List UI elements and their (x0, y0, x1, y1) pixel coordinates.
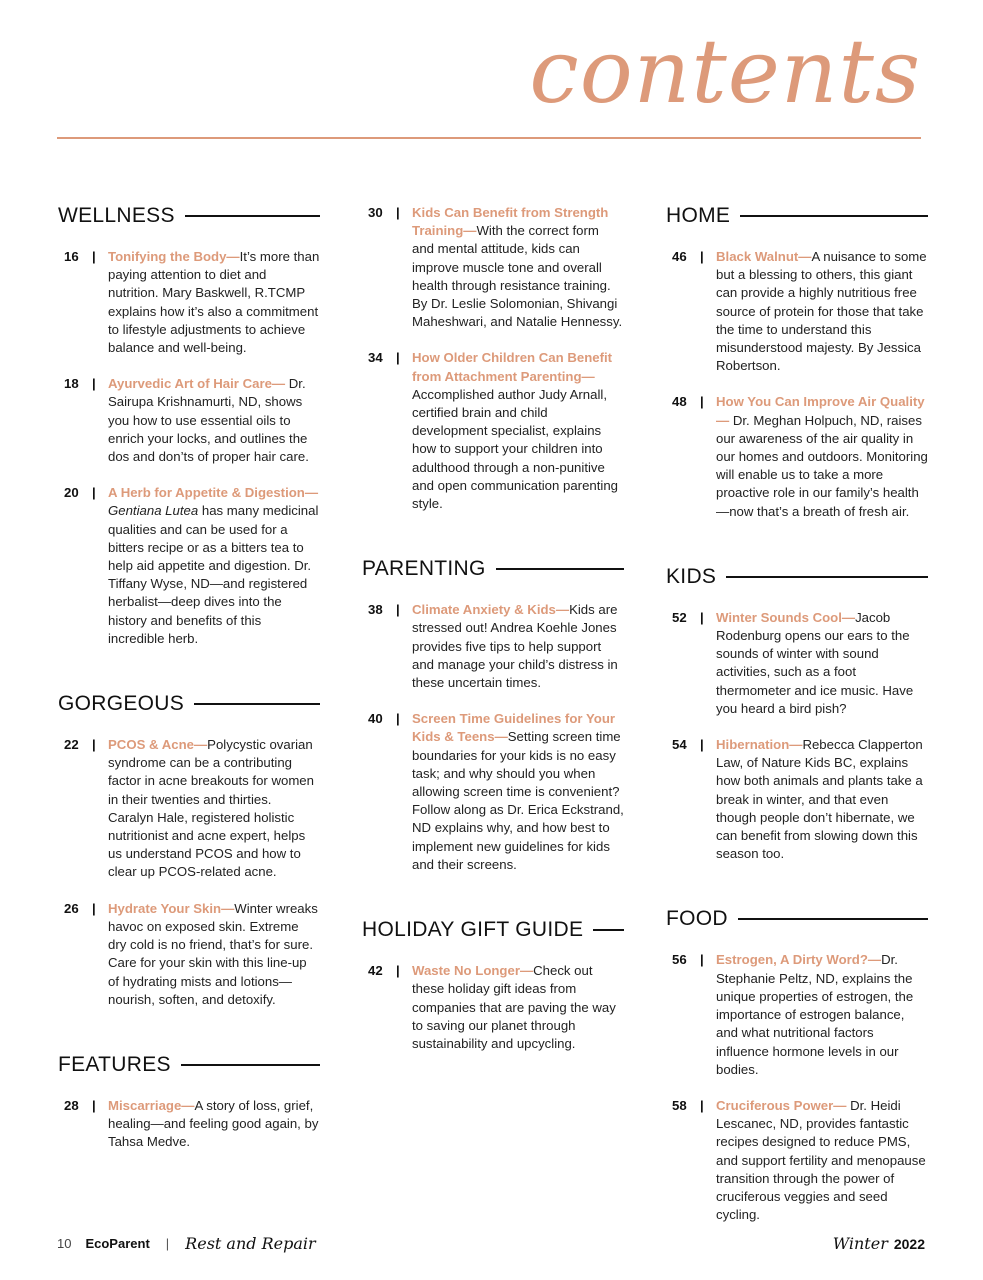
section-kids (666, 557, 928, 597)
column-right (666, 196, 928, 1242)
entry-title[interactable]: Hibernation— (716, 737, 803, 753)
entry-title[interactable]: Ayurvedic Art of Hair Care— (108, 376, 286, 392)
section-divider (593, 929, 624, 931)
toc-entry-strength-training[interactable] (362, 204, 624, 331)
toc-entry-black-walnut[interactable] (666, 248, 928, 375)
entry-description: Rebecca Clapperton Law, of Nature Kids BC, explains how both animals and plants take a break in winter, and that even though people don’t hibernate, we can benefit from slowing down this season too. (716, 737, 923, 862)
entry-title[interactable]: Waste No Longer— (412, 963, 534, 979)
entry-description: Check out these holiday gift ideas from companies that are paving the way to saving our planet through sustainability and upcycling. (412, 963, 616, 1051)
entry-description: Dr. Heidi Lescanec, ND, provides fantastic recipes designed to reduce PMS, and support fertility and menopause transition through the power of cruciferous veggies and seed cycling. (716, 1097, 926, 1223)
entry-separator: | (700, 952, 704, 968)
entry-page-number: 56 (672, 952, 687, 968)
entry-title[interactable]: Kids Can Benefit from Strength Training— (412, 205, 609, 239)
footer-year: 2022 (893, 1236, 925, 1252)
toc-entry-pcos-acne[interactable] (58, 736, 320, 882)
masthead-title: contents (529, 20, 921, 123)
toc-entry-attachment-parenting[interactable] (362, 349, 624, 513)
entry-description: Dr. Meghan Holpuch, ND, raises our awareness of the air quality in our homes and outdoors. Monitoring will enable us to take a more proactive role in our family’s health—now that’s a breath of fresh air. (716, 412, 928, 519)
entry-description: A story of loss, grief, healing—and feeling good again, by Tahsa Medve. (108, 1097, 319, 1150)
entry-description: Accomplished author Judy Arnall, certified brain and child development specialist, explains how to support your children into adulthood through a non-punitive and open communication parenting style. (412, 386, 619, 512)
entry-emphasis: Gentiana Lutea (108, 503, 199, 519)
entry-separator: | (92, 485, 96, 501)
entry-description: It’s more than paying attention to diet and nutrition. Mary Baskwell, R.TCMP explains how it’s also a commitment to lifestyle adjustments to achieve balance and well-being. (108, 249, 320, 356)
footer-issue-date (833, 1234, 925, 1253)
entry-separator: | (396, 205, 400, 220)
entry-separator: | (396, 602, 400, 618)
toc-entry-air-quality[interactable] (666, 393, 928, 520)
footer-issue-theme: Rest and Repair (185, 1234, 316, 1253)
entry-title[interactable]: Black Walnut— (716, 249, 812, 264)
section-divider (181, 1064, 320, 1066)
column-middle (362, 196, 624, 1071)
entry-page-number: 46 (672, 249, 687, 264)
section-gorgeous (58, 684, 320, 724)
section-wellness (58, 196, 320, 236)
entry-page-number: 42 (368, 963, 383, 979)
entry-description: Polycystic ovarian syndrome can be a contributing factor in acne breakouts for women in their twenties and thirties. Caralyn Hale, registered holistic nutritionist and acne expert, helps us understand PCOS and how to clear up PCOS-related acne. (108, 737, 314, 880)
entry-page-number: 48 (672, 394, 687, 410)
section-title: FEATURES (58, 1052, 171, 1076)
section-title: FOOD (666, 907, 728, 931)
section-title: HOME (666, 204, 731, 227)
section-parenting (362, 549, 624, 589)
section-divider (738, 918, 928, 920)
entry-page-number: 38 (368, 602, 383, 618)
section-divider (496, 568, 624, 570)
section-divider (740, 215, 928, 217)
toc-entry-hair-care[interactable] (58, 375, 320, 466)
entry-title[interactable]: How Older Children Can Benefit from Attachment Parenting— (412, 350, 613, 384)
entry-separator: | (92, 1097, 96, 1113)
entry-separator: | (700, 1097, 704, 1113)
entry-separator: | (700, 394, 704, 410)
entry-page-number: 40 (368, 711, 383, 727)
entry-page-number: 34 (368, 350, 383, 366)
entry-description: Jacob Rodenburg opens our ears to the sounds of winter with sound activities, such as a foot thermometer and ice music. Have you heard a bird pish? (716, 609, 914, 716)
entry-page-number: 20 (64, 485, 79, 501)
entry-title[interactable]: Estrogen, A Dirty Word?— (716, 952, 882, 968)
entry-page-number: 16 (64, 249, 79, 264)
entry-description: Setting screen time boundaries for your kids is no easy task; and why should you when allowing screen time is convenient? Follow along as Dr. Erica Eckstrand, ND explains why, and how best to implement new guidelines for kids and their screens. (412, 729, 624, 872)
entry-page-number: 18 (64, 376, 79, 392)
footer-season: Winter (832, 1234, 888, 1253)
entry-separator: | (92, 249, 96, 264)
toc-entry-climate-anxiety[interactable] (362, 601, 624, 692)
section-title: HOLIDAY GIFT GUIDE (362, 918, 584, 942)
toc-entry-estrogen[interactable] (666, 951, 928, 1078)
entry-separator: | (700, 609, 704, 625)
entry-page-number: 28 (64, 1097, 79, 1113)
toc-entry-waste-no-longer[interactable] (362, 962, 624, 1053)
section-divider (194, 703, 320, 705)
entry-page-number: 52 (672, 609, 687, 625)
entry-separator: | (396, 963, 400, 979)
entry-separator: | (396, 711, 400, 727)
toc-entry-tonifying[interactable] (58, 248, 320, 357)
toc-entry-hydrate-skin[interactable] (58, 900, 320, 1009)
section-title: PARENTING (362, 557, 486, 581)
entry-page-number: 26 (64, 900, 79, 916)
section-divider (726, 576, 928, 578)
toc-entry-herb-appetite[interactable] (58, 484, 320, 648)
section-title: KIDS (666, 564, 717, 588)
toc-entry-winter-sounds[interactable] (666, 609, 928, 718)
entry-title[interactable]: Cruciferous Power— (716, 1097, 847, 1113)
entry-title[interactable]: Hydrate Your Skin— (108, 900, 235, 916)
entry-separator: | (92, 737, 96, 753)
entry-description: A nuisance to some but a blessing to others, this giant can provide a highly nutritious free source of protein for those that take the time to understand this misunderstood majesty. By Jessica Robertson. (716, 249, 927, 374)
masthead-rule (57, 137, 921, 139)
entry-description: Winter wreaks havoc on exposed skin. Extreme dry cold is no friend, that’s for sure. Care for your skin with this line-up of hydrating mists and lotions—nourish, soften, and detoxify. (108, 900, 318, 1007)
entry-separator: | (396, 350, 400, 366)
entry-title[interactable]: Tonifying the Body— (108, 249, 240, 264)
footer-separator: | (165, 1236, 170, 1251)
section-holiday-gift-guide (362, 910, 624, 950)
toc-entry-cruciferous-power[interactable] (666, 1097, 928, 1224)
entry-page-number: 22 (64, 737, 79, 753)
footer-brand: EcoParent (85, 1236, 150, 1251)
section-divider (185, 215, 320, 217)
section-title: WELLNESS (58, 204, 175, 227)
entry-description: Dr. Stephanie Peltz, ND, explains the unique properties of estrogen, the importance of estrogen balance, and what nutritional factors influence hormone levels in our bodies. (716, 952, 914, 1077)
entry-title[interactable]: Miscarriage— (108, 1097, 195, 1113)
entry-separator: | (92, 900, 96, 916)
entry-title[interactable]: How You Can Improve Air Quality— (716, 394, 925, 428)
entry-description: Kids are stressed out! Andrea Koehle Jones provides five tips to help support and manage your child’s distress in these uncertain times. (412, 602, 618, 691)
entry-title[interactable]: Climate Anxiety & Kids— (412, 602, 570, 618)
section-home (666, 196, 928, 236)
toc-entry-screen-time[interactable] (362, 710, 624, 874)
toc-entry-hibernation[interactable] (666, 736, 928, 863)
entry-separator: | (700, 737, 704, 753)
entry-title[interactable]: Winter Sounds Cool— (716, 609, 856, 625)
entry-title[interactable]: A Herb for Appetite & Digestion— (108, 485, 319, 501)
column-left (58, 196, 320, 1170)
entry-page-number: 54 (672, 737, 687, 753)
section-features (58, 1045, 320, 1085)
entry-description: has many medicinal qualities and can be used for a bitters recipe or as a bitters tea to help aid appetite and digestion. Dr. Tiffany Wyse, ND—and registered herbalist—deep dives into the history and benefits of this incredible herb. (108, 503, 319, 646)
page-footer (57, 1234, 925, 1253)
section-title: GORGEOUS (58, 692, 185, 716)
entry-page-number: 30 (368, 205, 383, 220)
entry-description: With the correct form and mental attitude, kids can improve muscle tone and overall health through resistance training. By Dr. Leslie Solomonian, Shivangi Maheshwari, and Natalie Hennessy. (412, 223, 623, 330)
toc-entry-miscarriage[interactable] (58, 1097, 320, 1152)
entry-title[interactable]: Screen Time Guidelines for Your Kids & Teens— (412, 711, 616, 745)
entry-page-number: 58 (672, 1097, 687, 1113)
entry-separator: | (92, 376, 96, 392)
entry-separator: | (700, 249, 704, 264)
entry-description: Dr. Sairupa Krishnamurti, ND, shows you how to use essential oils to enrich your locks, and outlines the dos and don’ts of proper hair care. (108, 376, 309, 465)
entry-title[interactable]: PCOS & Acne— (108, 737, 208, 753)
footer-page-number: 10 (57, 1236, 72, 1251)
section-food (666, 899, 928, 939)
